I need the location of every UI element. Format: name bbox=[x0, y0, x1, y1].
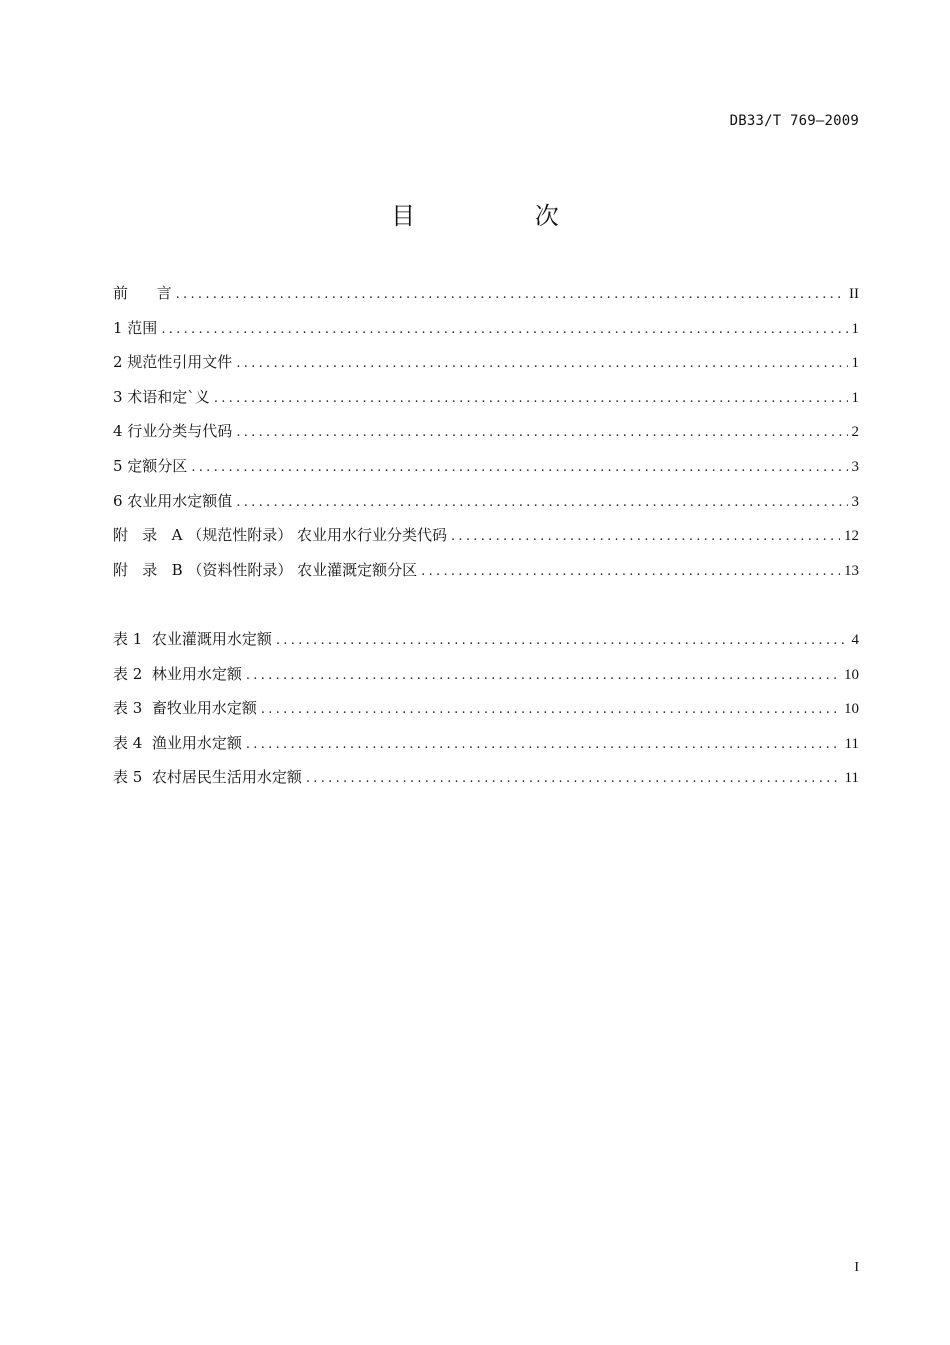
toc-entry-appendix-a[interactable] bbox=[113, 524, 859, 559]
toc-entry-label: 表 1 农业灌溉用水定额 bbox=[113, 630, 272, 648]
toc-leader-dots bbox=[421, 561, 840, 583]
toc-entry-page: 10 bbox=[844, 666, 859, 683]
toc-entry-page: 13 bbox=[844, 562, 859, 579]
toc-entry-label: 表 3 畜牧业用水定额 bbox=[113, 699, 257, 718]
toc-entry-label: 表 5 农村居民生活用水定额 bbox=[113, 768, 302, 787]
toc-leader-dots bbox=[236, 422, 847, 444]
toc-table-list bbox=[113, 628, 859, 801]
toc-entry-page: 3 bbox=[851, 458, 859, 475]
toc-leader-dots bbox=[246, 734, 841, 756]
toc-entry-quota-values[interactable] bbox=[113, 490, 859, 525]
toc-entry-table-5[interactable] bbox=[113, 766, 859, 801]
toc-entry-scope[interactable] bbox=[113, 317, 859, 352]
toc-leader-dots bbox=[191, 457, 847, 479]
toc-entry-page: 12 bbox=[844, 528, 859, 545]
toc-entry-label: 前 言 bbox=[113, 284, 172, 302]
toc-leader-dots bbox=[161, 319, 847, 341]
toc-entry-table-1[interactable] bbox=[113, 628, 859, 663]
toc-entry-normative-references[interactable] bbox=[113, 351, 859, 386]
toc-entry-page: 4 bbox=[851, 632, 859, 648]
toc-entry-page: 1 bbox=[851, 320, 859, 337]
toc-entry-terms-definitions[interactable] bbox=[113, 386, 859, 421]
toc-leader-dots bbox=[276, 630, 848, 652]
toc-entry-page: 2 bbox=[851, 424, 859, 441]
toc-title: 目 次 bbox=[391, 202, 615, 230]
page-number: I bbox=[854, 1260, 859, 1275]
toc-entry-appendix-b[interactable] bbox=[113, 559, 859, 594]
toc-entry-page: II bbox=[849, 286, 859, 302]
document-id: DB33/T 769—2009 bbox=[729, 113, 859, 129]
toc-entry-page: 11 bbox=[844, 735, 859, 752]
toc-chapter-list bbox=[113, 282, 859, 593]
toc-leader-dots bbox=[236, 353, 847, 375]
toc-leader-dots bbox=[214, 388, 848, 410]
toc-entry-quota-zoning[interactable] bbox=[113, 455, 859, 490]
toc-entry-industry-classification[interactable] bbox=[113, 420, 859, 455]
toc-entry-foreword[interactable] bbox=[113, 282, 859, 317]
toc-leader-dots bbox=[236, 492, 847, 514]
toc-entry-label: 表 2 林业用水定额 bbox=[113, 664, 242, 683]
toc-entry-label: 4 行业分类与代码 bbox=[113, 422, 233, 441]
toc-leader-dots bbox=[246, 665, 840, 687]
toc-entry-label: 6 农业用水定额值 bbox=[113, 491, 233, 510]
toc-entry-label: 5 定额分区 bbox=[113, 456, 188, 475]
toc-leader-dots bbox=[176, 284, 845, 306]
toc-entry-label: 附 录 B （资料性附录） 农业灌溉定额分区 bbox=[113, 560, 418, 579]
toc-entry-table-2[interactable] bbox=[113, 663, 859, 698]
toc-entry-label: 2 规范性引用文件 bbox=[113, 353, 233, 372]
toc-leader-dots bbox=[261, 699, 840, 721]
toc-leader-dots bbox=[451, 526, 840, 548]
toc-entry-page: 1 bbox=[851, 389, 859, 406]
toc-entry-table-4[interactable] bbox=[113, 732, 859, 767]
toc-entry-label: 1 范围 bbox=[113, 318, 158, 337]
toc-entry-page: 3 bbox=[851, 493, 859, 510]
toc-leader-dots bbox=[306, 768, 841, 790]
toc-entry-page: 10 bbox=[844, 701, 859, 718]
toc-entry-label: 3 术语和定`义 bbox=[113, 387, 210, 406]
toc-entry-table-3[interactable] bbox=[113, 697, 859, 732]
toc-entry-page: 1 bbox=[851, 355, 859, 372]
toc-entry-page: 11 bbox=[844, 770, 859, 787]
toc-entry-label: 表 4 渔业用水定额 bbox=[113, 733, 242, 752]
toc-entry-label: 附 录 A （规范性附录） 农业用水行业分类代码 bbox=[113, 526, 447, 545]
